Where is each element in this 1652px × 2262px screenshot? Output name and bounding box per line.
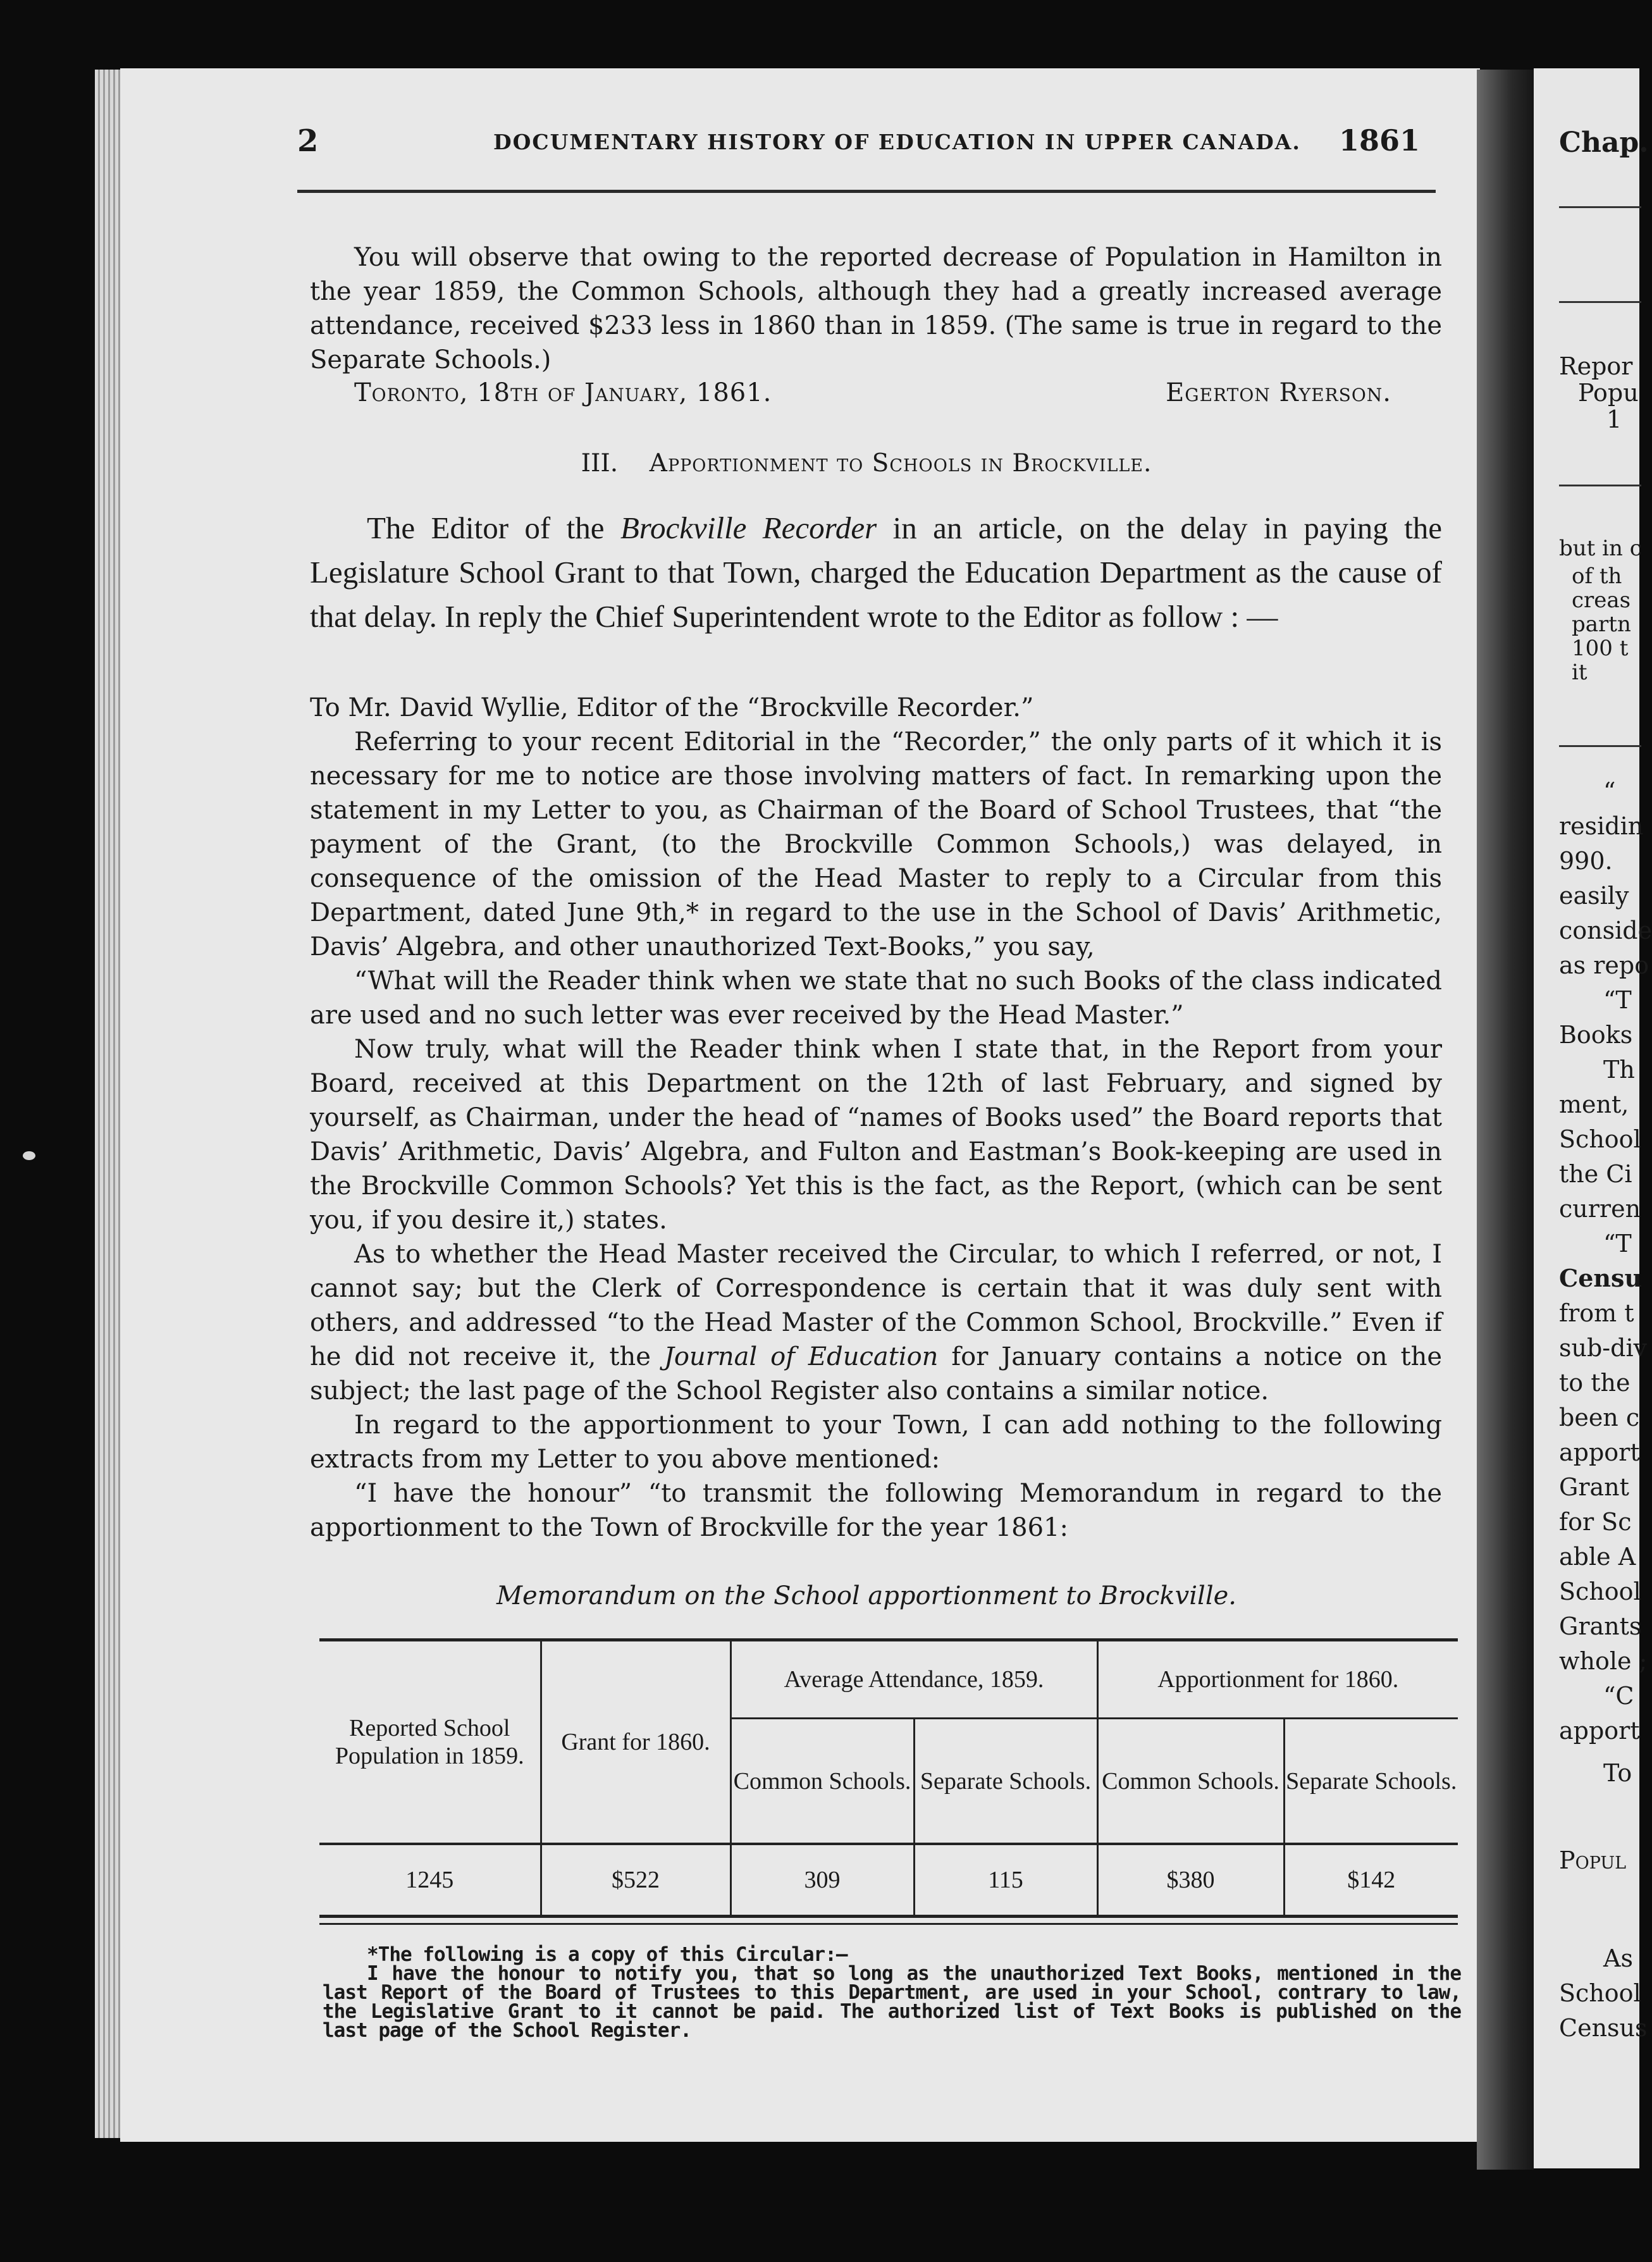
memo-title: Memorandum on the School apportionment to Brockville. [496, 1581, 1236, 1610]
facing-line: easily [1559, 882, 1629, 910]
section-title: Apportionment to Schools in Brockville. [649, 449, 1152, 478]
letter-text: for January contains a notice on the subject; the last page of the School Register also contains a similar notice. [310, 1342, 1443, 1406]
opening-paragraph-block [310, 240, 1442, 377]
facing-line: for Sc [1559, 1508, 1632, 1536]
facing-line: as repo [1559, 951, 1649, 979]
facing-rule [1559, 301, 1641, 303]
letter-paragraph: Referring to your recent Editorial in the “Recorder,” the only parts of it which it is necessary for me to notice are those involving matters of fact. In remarking upon the statement in my Letter to you, as Chairman of the Board of School Trustees, that “the payment of the Grant, (to the Brockville Common Schools,) was delayed, in consequence of the omission of the Head Master to reply to a Circular from this Department, dated June 9th,* in regard to the use in the School of Davis’ Arithmetic, Davis’ Algebra, and other unauthorized Text-Books,” you say, [310, 727, 1442, 961]
letter-quote: “What will the Reader think when we state that no such Books of the class indicated are used and no such letter was ever received by the Head Master.” [310, 967, 1442, 1030]
place-date: Toronto, 18th of January, 1861. [354, 378, 772, 407]
facing-line: “T [1603, 1230, 1632, 1258]
section-heading [297, 449, 1436, 478]
facing-line: Chap. [1559, 127, 1649, 159]
letter-paragraph: Now truly, what will the Reader think when I state that, in the Report from your Board, received at this Department on the 12th of last February, and signed by yourself, as Chairman, under the head of “names of Books used” the Board reports that Davis’ Arithmetic, Davis’ Algebra, and Fulton and Eastman’s Book-keeping are used in the Brockville Common Schools? Yet this is the fact, as the Report, (which can be sent you, if you desire it,) states. [310, 1035, 1442, 1235]
facing-page [1534, 68, 1652, 2168]
facing-line: sub-div [1559, 1334, 1648, 1362]
facing-line: ment, [1559, 1091, 1629, 1118]
facing-line: To [1603, 1759, 1632, 1787]
running-head-year: 1861 [1338, 123, 1420, 158]
letter-paragraph: “I have the honour” “to transmit the following Memorandum in regard to the apportionment to the Town of Brockville for the year 1861: [310, 1479, 1442, 1542]
facing-line: to the [1559, 1369, 1630, 1397]
facing-line: Census [1559, 2014, 1648, 2042]
cell-app-common: $380 [1097, 1844, 1284, 1917]
footnote-rule [319, 1923, 1458, 1925]
cell-att-separate: 115 [914, 1844, 1097, 1917]
journal-name: Journal of Education [663, 1342, 939, 1371]
header-attendance: Average Attendance, 1859. [730, 1640, 1097, 1719]
facing-line: School [1559, 1578, 1641, 1605]
facing-rule [1559, 745, 1641, 747]
newspaper-name: Brockville Recorder [620, 510, 877, 545]
header-app-separate: Separate Schools. [1284, 1719, 1458, 1845]
table-row [319, 1844, 1458, 1917]
facing-line: School [1559, 1125, 1641, 1153]
signatory: Egerton Ryerson. [1166, 378, 1391, 407]
header-apportionment: Apportionment for 1860. [1097, 1640, 1458, 1719]
footnote [323, 1945, 1461, 2040]
letter-paragraph: In regard to the apportionment to your Town, I can add nothing to the following extracts from my Letter to you above mentioned: [310, 1411, 1442, 1474]
head-rule [297, 190, 1436, 193]
facing-line: “ [1603, 777, 1616, 805]
apportionment-table [319, 1638, 1458, 1918]
facing-line: School [1559, 1979, 1641, 2007]
facing-line: Grants [1559, 1612, 1642, 1640]
header-att-common: Common Schools. [730, 1719, 914, 1845]
scan-speck [23, 1151, 35, 1160]
cell-grant: $522 [541, 1844, 730, 1917]
facing-line: Repor [1559, 352, 1633, 380]
facing-line: apport [1559, 1717, 1640, 1745]
facing-line: the Ci [1559, 1160, 1632, 1188]
header-app-common: Common Schools. [1097, 1719, 1284, 1845]
facing-line: 100 t [1572, 636, 1629, 661]
section-numeral: III. [581, 449, 619, 478]
facing-line: whole ; [1559, 1647, 1648, 1675]
book-gutter [1477, 70, 1534, 2170]
facing-line: residin [1559, 812, 1644, 840]
facing-line: Th [1603, 1056, 1635, 1084]
header-population: Reported School Population in 1859. [319, 1640, 541, 1845]
running-head [297, 123, 1436, 174]
page-number: 2 [297, 123, 319, 159]
letter-salutation: To Mr. David Wyllie, Editor of the “Brockville Recorder.” [310, 693, 1034, 722]
intro-text-end: in an article, on the delay in paying the Legislature School Grant to that Town, charged the Education Department as the cause of that delay. In reply the Chief Superintendent wrote to the Editor as follow : — [310, 510, 1443, 634]
facing-line: curren [1559, 1195, 1641, 1223]
facing-line: 1 [1606, 405, 1622, 433]
facing-line: conside [1559, 917, 1652, 944]
letter [310, 691, 1442, 1545]
cell-att-common: 309 [730, 1844, 914, 1917]
book-title: DOCUMENTARY HISTORY OF EDUCATION IN UPPER CANADA. [493, 130, 1301, 154]
facing-line: able A [1559, 1543, 1636, 1571]
facing-line: been c [1559, 1404, 1640, 1431]
facing-line: Censu [1559, 1264, 1643, 1292]
facing-line: Grant [1559, 1473, 1629, 1501]
facing-rule [1559, 206, 1641, 208]
cell-population: 1245 [319, 1844, 541, 1917]
cell-app-separate: $142 [1284, 1844, 1458, 1917]
facing-line: Popul [1559, 1846, 1627, 1874]
opening-paragraph: You will observe that owing to the reported decrease of Population in Hamilton in the year 1859, the Common Schools, although they had a greatly increased average attendance, received $233 less in 1860 than in 1859. (The same is true in regard to the Separate Schools.) [310, 243, 1442, 374]
facing-line: Books [1559, 1021, 1633, 1049]
facing-line: creas [1572, 588, 1631, 613]
header-grant: Grant for 1860. [541, 1640, 730, 1845]
facing-line: apport [1559, 1438, 1640, 1466]
header-att-separate: Separate Schools. [914, 1719, 1097, 1845]
facing-line: but in c [1559, 536, 1642, 561]
intro-text-start: The Editor of the [367, 510, 620, 545]
letter-text: As to whether the Head Master received the Circular, to which I referred, or not, I cannot say; but the Clerk of Correspondence is certain that it was duly sent with others, and addressed “to the Head Master of the Common School, Brockville.” Even if he did not receive it, the [310, 1240, 1442, 1371]
facing-line: from t [1559, 1299, 1634, 1327]
footnote-circular: I have the honour to notify you, that so long as the unauthorized Text Books, mentioned in the last Report of the Board of Trustees to this Department, are used in your School, contrary to law, the Legislative Grant to it cannot be paid. The authorized list of Text Books is published on the last page of the School Register. [323, 1962, 1461, 2042]
letter-paragraph [310, 1237, 1442, 1408]
facing-line: partn [1572, 612, 1631, 637]
facing-line: “C [1603, 1682, 1634, 1710]
intro-paragraph [310, 506, 1442, 639]
facing-line: Popu [1578, 379, 1639, 407]
footnote-intro: *The following is a copy of this Circular:— [367, 1943, 848, 1966]
facing-rule [1559, 485, 1641, 486]
facing-line: 990. [1559, 847, 1613, 875]
facing-line: As [1603, 1944, 1633, 1972]
facing-line: “T [1603, 986, 1632, 1014]
facing-line: of th [1572, 564, 1622, 589]
facing-line: it [1572, 660, 1587, 685]
